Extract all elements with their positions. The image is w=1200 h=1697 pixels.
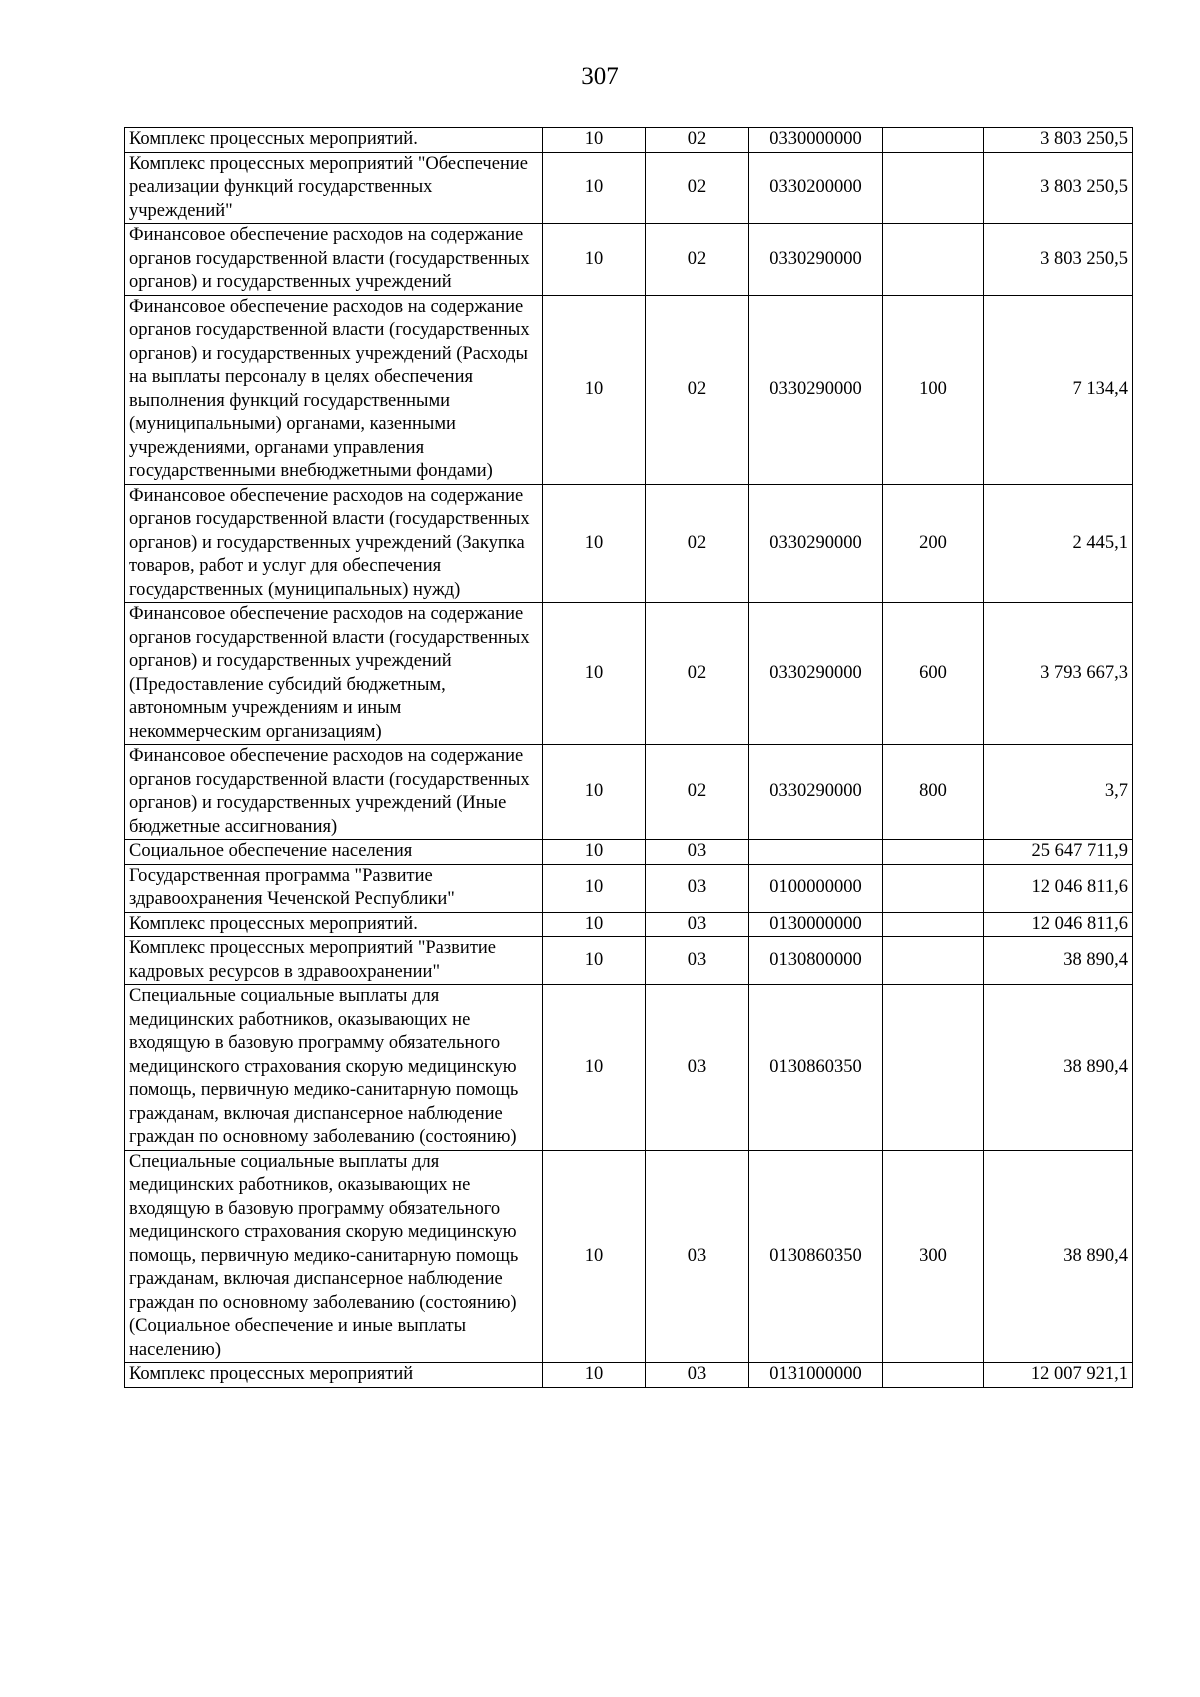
row-amount: 3 803 250,5	[984, 224, 1133, 296]
row-target-article: 0130860350	[749, 1150, 883, 1363]
row-section: 10	[543, 484, 646, 603]
row-name: Финансовое обеспечение расходов на содержание органов государственной власти (государственных органов) и государственных учреждений (Закупка товаров, работ и услуг для обеспечения государственных (муниципальных) нужд)	[125, 484, 543, 603]
row-name: Финансовое обеспечение расходов на содержание органов государственной власти (государственных органов) и государственных учреждений	[125, 224, 543, 296]
row-amount: 3,7	[984, 745, 1133, 840]
row-subsection: 03	[646, 912, 749, 937]
row-name: Комплекс процессных мероприятий	[125, 1363, 543, 1388]
row-subsection: 02	[646, 128, 749, 153]
page-number: 307	[581, 63, 619, 90]
table-row	[125, 484, 1133, 603]
row-section: 10	[543, 864, 646, 912]
row-subsection: 03	[646, 864, 749, 912]
table-row	[125, 224, 1133, 296]
table-row	[125, 864, 1133, 912]
row-target-article: 0100000000	[749, 864, 883, 912]
row-amount: 7 134,4	[984, 295, 1133, 484]
row-section: 10	[543, 1363, 646, 1388]
row-amount: 3 803 250,5	[984, 128, 1133, 153]
row-amount: 3 793 667,3	[984, 603, 1133, 745]
table-row	[125, 985, 1133, 1151]
row-target-article: 0330290000	[749, 745, 883, 840]
table-row	[125, 603, 1133, 745]
row-subsection: 02	[646, 152, 749, 224]
table-row	[125, 840, 1133, 865]
row-section: 10	[543, 1150, 646, 1363]
table-row	[125, 128, 1133, 153]
row-target-article: 0330290000	[749, 224, 883, 296]
row-expense-type: 300	[883, 1150, 984, 1363]
row-name: Специальные социальные выплаты для медицинских работников, оказывающих не входящую в базовую программу обязательного медицинского страхования скорую медицинскую помощь, первичную медико-санитарную помощь гражданам, включая диспансерное наблюдение граждан по основному заболеванию (состоянию)	[125, 985, 543, 1151]
table-row	[125, 745, 1133, 840]
row-expense-type: 800	[883, 745, 984, 840]
row-amount: 2 445,1	[984, 484, 1133, 603]
row-target-article: 0131000000	[749, 1363, 883, 1388]
row-amount: 12 046 811,6	[984, 864, 1133, 912]
table-row	[125, 937, 1133, 985]
row-subsection: 02	[646, 295, 749, 484]
row-target-article: 0130800000	[749, 937, 883, 985]
budget-table	[124, 127, 1133, 1388]
row-target-article: 0130000000	[749, 912, 883, 937]
row-name: Комплекс процессных мероприятий "Обеспечение реализации функций государственных учреждений"	[125, 152, 543, 224]
row-section: 10	[543, 745, 646, 840]
table-row	[125, 1150, 1133, 1363]
row-expense-type	[883, 985, 984, 1151]
row-expense-type	[883, 1363, 984, 1388]
row-expense-type	[883, 840, 984, 865]
row-section: 10	[543, 224, 646, 296]
row-expense-type	[883, 224, 984, 296]
row-target-article: 0330000000	[749, 128, 883, 153]
row-amount: 3 803 250,5	[984, 152, 1133, 224]
table-row	[125, 912, 1133, 937]
row-section: 10	[543, 840, 646, 865]
row-name: Государственная программа "Развитие здравоохранения Чеченской Республики"	[125, 864, 543, 912]
row-subsection: 03	[646, 840, 749, 865]
row-name: Специальные социальные выплаты для медицинских работников, оказывающих не входящую в базовую программу обязательного медицинского страхования скорую медицинскую помощь, первичную медико-санитарную помощь гражданам, включая диспансерное наблюдение граждан по основному заболеванию (состоянию) (Социальное обеспечение и иные выплаты населению)	[125, 1150, 543, 1363]
row-subsection: 02	[646, 224, 749, 296]
row-amount: 38 890,4	[984, 1150, 1133, 1363]
row-section: 10	[543, 985, 646, 1151]
row-section: 10	[543, 128, 646, 153]
table-row	[125, 152, 1133, 224]
row-subsection: 02	[646, 745, 749, 840]
row-name: Комплекс процессных мероприятий.	[125, 912, 543, 937]
row-subsection: 02	[646, 603, 749, 745]
row-name: Финансовое обеспечение расходов на содержание органов государственной власти (государственных органов) и государственных учреждений (Предоставление субсидий бюджетным, автономным учреждениям и иным некоммерческим организациям)	[125, 603, 543, 745]
row-expense-type: 100	[883, 295, 984, 484]
row-name: Комплекс процессных мероприятий "Развитие кадровых ресурсов в здравоохранении"	[125, 937, 543, 985]
row-name: Финансовое обеспечение расходов на содержание органов государственной власти (государственных органов) и государственных учреждений (Иные бюджетные ассигнования)	[125, 745, 543, 840]
budget-table-body	[125, 128, 1133, 1388]
row-target-article: 0330290000	[749, 484, 883, 603]
row-amount: 38 890,4	[984, 985, 1133, 1151]
row-target-article	[749, 840, 883, 865]
row-amount: 12 007 921,1	[984, 1363, 1133, 1388]
row-amount: 38 890,4	[984, 937, 1133, 985]
row-section: 10	[543, 603, 646, 745]
row-section: 10	[543, 295, 646, 484]
row-section: 10	[543, 937, 646, 985]
row-section: 10	[543, 152, 646, 224]
row-target-article: 0130860350	[749, 985, 883, 1151]
row-expense-type	[883, 128, 984, 153]
row-target-article: 0330290000	[749, 295, 883, 484]
table-row	[125, 295, 1133, 484]
row-subsection: 03	[646, 937, 749, 985]
row-expense-type: 600	[883, 603, 984, 745]
row-expense-type	[883, 912, 984, 937]
row-subsection: 03	[646, 1363, 749, 1388]
row-target-article: 0330200000	[749, 152, 883, 224]
row-name: Финансовое обеспечение расходов на содержание органов государственной власти (государственных органов) и государственных учреждений (Расходы на выплаты персоналу в целях обеспечения выполнения функций государственными (муниципальными) органами, казенными учреждениями, органами управления государственными внебюджетными фондами)	[125, 295, 543, 484]
row-expense-type	[883, 152, 984, 224]
row-expense-type: 200	[883, 484, 984, 603]
row-section: 10	[543, 912, 646, 937]
row-name: Комплекс процессных мероприятий.	[125, 128, 543, 153]
table-row	[125, 1363, 1133, 1388]
row-subsection: 03	[646, 985, 749, 1151]
row-subsection: 02	[646, 484, 749, 603]
row-name: Социальное обеспечение населения	[125, 840, 543, 865]
row-subsection: 03	[646, 1150, 749, 1363]
row-amount: 12 046 811,6	[984, 912, 1133, 937]
row-amount: 25 647 711,9	[984, 840, 1133, 865]
row-expense-type	[883, 864, 984, 912]
row-expense-type	[883, 937, 984, 985]
row-target-article: 0330290000	[749, 603, 883, 745]
